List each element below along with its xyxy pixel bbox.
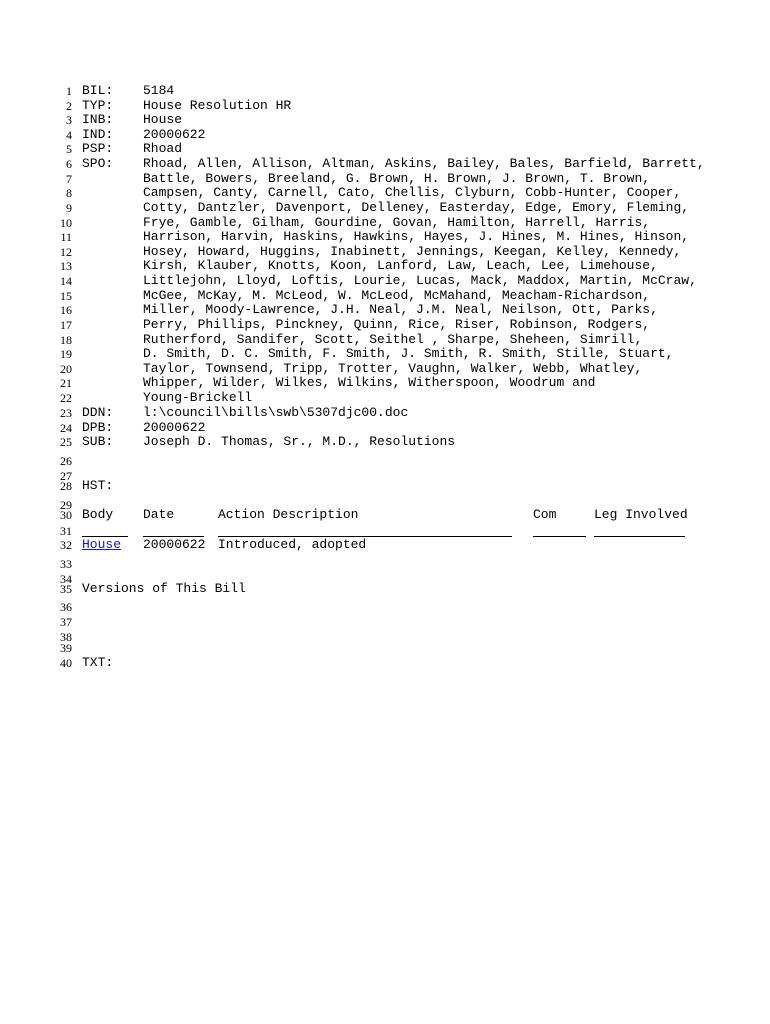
line-number: 18 [60,333,72,347]
line-number: 8 [66,186,72,200]
line-number: 6 [66,157,72,171]
line-number: 13 [60,259,72,273]
sponsor-line: Young-Brickell [143,390,253,405]
line-number: 9 [66,201,72,215]
column-header-leg: Leg Involved [594,507,688,522]
line-number: 36 [60,600,72,614]
line-number: 38 [60,630,72,644]
sponsor-line: McGee, McKay, M. McLeod, W. McLeod, McMahand, Meacham-Richardson, [143,288,651,303]
row-date: 20000622 [143,537,206,552]
history-label: HST: [82,478,114,493]
sponsor-line: Littlejohn, Lloyd, Loftis, Lourie, Lucas, Mack, Maddox, Martin, McCraw, [143,273,697,288]
line-number: 25 [60,435,72,449]
column-header-action: Action Description [218,507,359,522]
line-number: 16 [60,303,72,317]
ddn-label: DDN: [82,405,114,420]
line-number: 19 [60,347,72,361]
versions-heading: Versions of This Bill [82,581,246,596]
psp-value: Rhoad [143,141,183,156]
ind-value: 20000622 [143,127,206,142]
dpb-value: 20000622 [143,420,206,435]
inb-label: INB: [82,112,114,127]
column-header-body: Body [82,507,114,522]
sponsor-line: Frye, Gamble, Gilham, Gourdine, Govan, Hamilton, Harrell, Harris, [143,215,651,230]
column-header-date: Date [143,507,175,522]
line-number: 35 [60,582,72,596]
bil-value: 5184 [143,83,175,98]
line-number: 10 [60,216,72,230]
typ-label: TYP: [82,98,114,113]
typ-value: House Resolution HR [143,98,292,113]
sponsor-line: D. Smith, D. C. Smith, F. Smith, J. Smith, R. Smith, Stille, Stuart, [143,346,674,361]
sponsor-line: Rhoad, Allen, Allison, Altman, Askins, Bailey, Bales, Barfield, Barrett, [143,156,705,171]
line-number: 22 [60,391,72,405]
line-number: 21 [60,376,72,390]
ddn-value: l:\council\bills\swb\5307djc00.doc [143,405,409,420]
line-number: 4 [66,128,72,142]
inb-value: House [143,112,183,127]
line-number: 26 [60,454,72,468]
sponsor-line: Battle, Bowers, Breeland, G. Brown, H. Brown, J. Brown, T. Brown, [143,171,651,186]
line-number: 27 [60,469,72,483]
ind-label: IND: [82,127,114,142]
dpb-label: DPB: [82,420,114,435]
body-link-house[interactable]: House [82,537,122,552]
bil-label: BIL: [82,83,114,98]
line-number: 5 [66,142,72,156]
line-number: 29 [60,498,72,512]
line-number: 12 [60,245,72,259]
line-number: 2 [66,99,72,113]
row-action: Introduced, adopted [218,537,367,552]
line-number: 34 [60,572,72,586]
line-number: 40 [60,656,72,670]
sub-label: SUB: [82,434,114,449]
line-number: 28 [60,479,72,493]
line-number: 33 [60,557,72,571]
spo-label: SPO: [82,156,114,171]
line-number: 17 [60,318,72,332]
sponsor-line: Taylor, Townsend, Tripp, Trotter, Vaughn, Walker, Webb, Whatley, [143,361,643,376]
line-number: 11 [60,230,72,244]
header-underline [533,536,586,537]
line-number: 15 [60,289,72,303]
sponsor-line: Hosey, Howard, Huggins, Inabinett, Jennings, Keegan, Kelley, Kennedy, [143,244,682,259]
line-number: 30 [60,508,72,522]
line-number: 31 [60,524,72,538]
line-number: 39 [60,641,72,655]
line-number: 20 [60,362,72,376]
header-underline [594,536,685,537]
sponsor-line: Campsen, Canty, Carnell, Cato, Chellis, Clyburn, Cobb-Hunter, Cooper, [143,185,682,200]
sponsor-line: Rutherford, Sandifer, Scott, Seithel , Sharpe, Sheheen, Simrill, [143,332,643,347]
sponsor-line: Miller, Moody-Lawrence, J.H. Neal, J.M. Neal, Neilson, Ott, Parks, [143,302,658,317]
column-header-com: Com [533,507,557,522]
psp-label: PSP: [82,141,114,156]
line-number: 23 [60,406,72,420]
line-number: 24 [60,421,72,435]
sponsor-line: Whipper, Wilder, Wilkes, Wilkins, Witherspoon, Woodrum and [143,375,596,390]
line-number: 3 [66,113,72,127]
sponsor-line: Cotty, Dantzler, Davenport, Delleney, Easterday, Edge, Emory, Fleming, [143,200,690,215]
sponsor-line: Harrison, Harvin, Haskins, Hawkins, Hayes, J. Hines, M. Hines, Hinson, [143,229,690,244]
sub-value: Joseph D. Thomas, Sr., M.D., Resolutions [143,434,456,449]
line-number: 7 [66,172,72,186]
txt-label: TXT: [82,655,114,670]
line-number: 37 [60,615,72,629]
line-number: 32 [60,538,72,552]
line-number: 14 [60,274,72,288]
sponsor-line: Kirsh, Klauber, Knotts, Koon, Lanford, Law, Leach, Lee, Limehouse, [143,258,658,273]
line-number: 1 [66,84,72,98]
sponsor-line: Perry, Phillips, Pinckney, Quinn, Rice, Riser, Robinson, Rodgers, [143,317,651,332]
